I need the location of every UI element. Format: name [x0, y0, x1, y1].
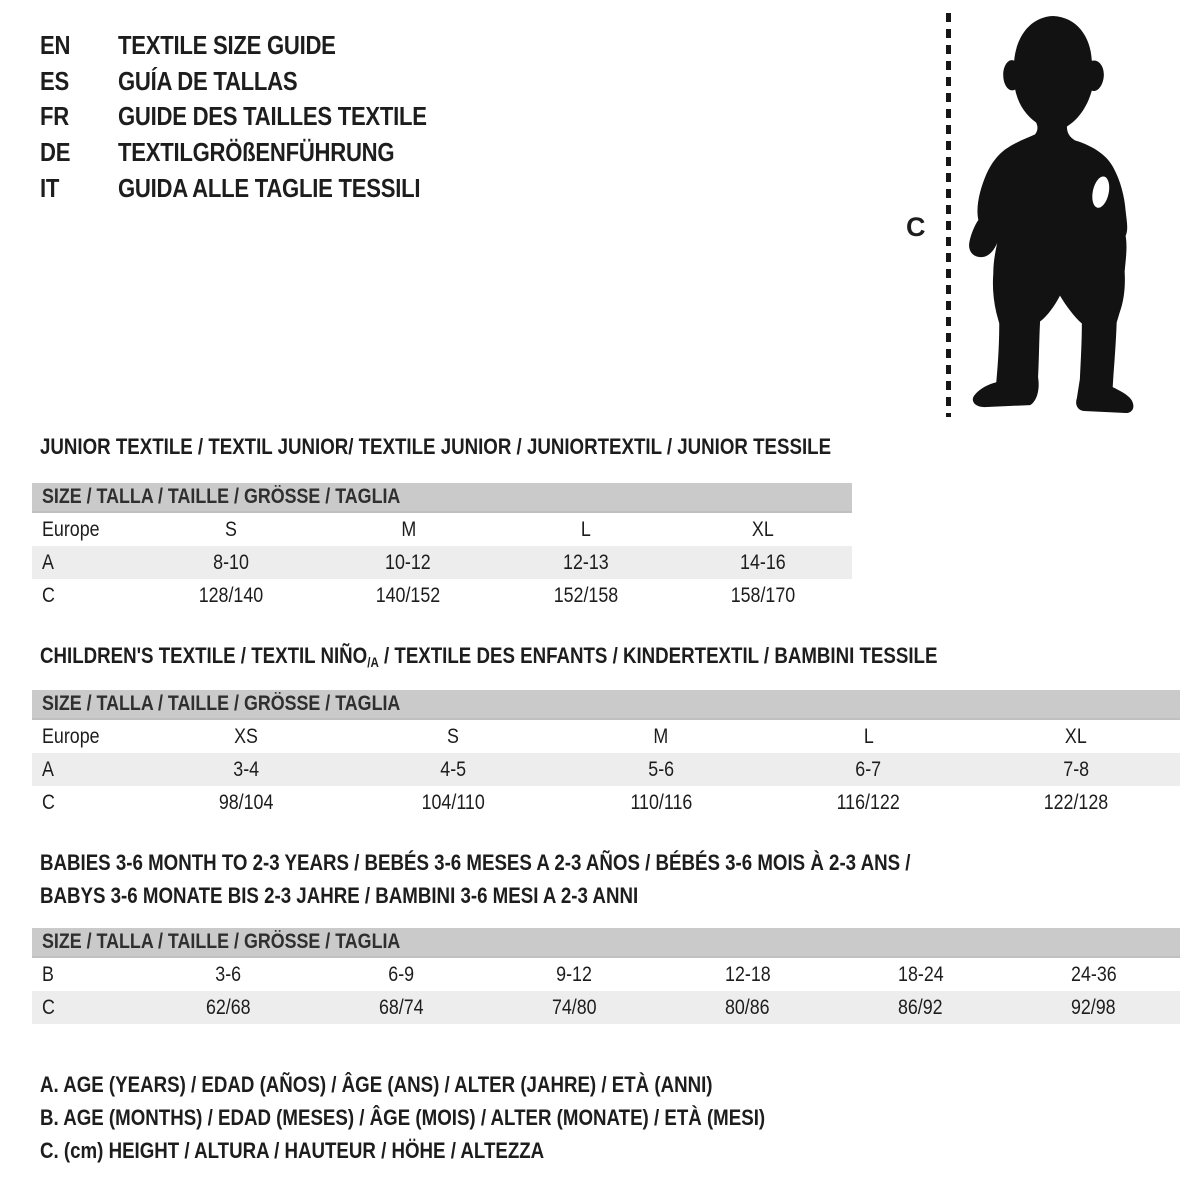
table-cell: 98/104 — [218, 790, 274, 814]
guide-title-fr: GUIDE DES TAILLES TEXTILE — [118, 101, 427, 132]
language-row-it — [40, 170, 481, 206]
row-label: C — [42, 790, 55, 814]
language-row-fr — [40, 99, 481, 135]
table-row-height-cm — [32, 991, 1180, 1024]
children-size-table — [32, 690, 1180, 819]
table-row-age-months — [32, 958, 1180, 991]
legend-line-age-months: B. AGE (MONTHS) / EDAD (MESES) / ÂGE (MOIS) / ALTER (MONATE) / ETÀ (MESI) — [40, 1104, 766, 1130]
language-code: ES — [40, 65, 69, 96]
size-header-row: SIZE / TALLA / TAILLE / GRÖSSE / TAGLIA — [32, 690, 1180, 720]
table-cell: 10-12 — [385, 550, 432, 574]
table-row-height-cm — [32, 786, 1180, 819]
table-cell: 80/86 — [725, 995, 770, 1019]
table-cell: 14-16 — [740, 550, 787, 574]
row-label: Europe — [42, 517, 100, 541]
measure-legend — [40, 1068, 893, 1167]
language-title-block — [40, 28, 481, 206]
guide-title-en: TEXTILE SIZE GUIDE — [118, 30, 336, 61]
height-measure-dashed-line — [946, 13, 951, 417]
height-marker-label: C — [906, 212, 926, 242]
table-cell: M — [400, 517, 416, 541]
language-row-en — [40, 28, 481, 64]
table-cell: 122/128 — [1043, 790, 1109, 814]
table-cell: XL — [752, 517, 775, 541]
table-row-height-cm — [32, 579, 852, 612]
table-cell: 74/80 — [552, 995, 597, 1019]
babies-section-title: BABIES 3-6 MONTH TO 2-3 YEARS / BEBÉS 3-6 MESES A 2-3 AÑOS / BÉBÉS 3-6 MOIS À 2-3 ANS / BABYS 3-6 MONATE BIS 2-3 JAHRE / BAMBINI 3-6 MESI A 2-3 ANNI — [40, 850, 911, 908]
table-cell: 104/110 — [421, 790, 485, 814]
row-label: Europe — [42, 724, 100, 748]
table-cell: 92/98 — [1071, 995, 1116, 1019]
table-row-europe — [32, 720, 1180, 753]
guide-title-es: GUÍA DE TALLAS — [118, 65, 298, 96]
size-header-row: SIZE / TALLA / TAILLE / GRÖSSE / TAGLIA — [32, 483, 852, 513]
row-label: C — [42, 583, 55, 607]
table-cell: L — [863, 724, 874, 748]
babies-size-table — [32, 928, 1180, 1024]
guide-title-it: GUIDA ALLE TAGLIE TESSILI — [118, 172, 421, 203]
table-cell: XL — [1065, 724, 1088, 748]
language-code: FR — [40, 101, 69, 132]
legend-line-age-years: A. AGE (YEARS) / EDAD (AÑOS) / ÂGE (ANS) / ALTER (JAHRE) / ETÀ (ANNI) — [40, 1071, 713, 1097]
table-cell: 12-13 — [562, 550, 609, 574]
junior-section-title: JUNIOR TEXTILE / TEXTIL JUNIOR/ TEXTILE JUNIOR / JUNIORTEXTIL / JUNIOR TESSILE — [40, 434, 832, 459]
language-code: DE — [40, 137, 71, 168]
table-cell: 3-6 — [215, 962, 242, 986]
table-cell: 110/116 — [630, 790, 692, 814]
table-cell: S — [224, 517, 237, 541]
table-cell: 152/158 — [553, 583, 619, 607]
table-cell: 68/74 — [379, 995, 424, 1019]
table-cell: 140/152 — [375, 583, 441, 607]
table-row-age-years — [32, 753, 1180, 786]
table-cell: 62/68 — [206, 995, 251, 1019]
table-cell: 8-10 — [212, 550, 249, 574]
table-cell: 158/170 — [730, 583, 796, 607]
table-row-age-years — [32, 546, 852, 579]
row-label: B — [42, 962, 54, 986]
table-cell: 3-4 — [232, 757, 259, 781]
table-cell: 6-9 — [388, 962, 415, 986]
language-code: IT — [40, 172, 60, 203]
table-cell: XS — [233, 724, 258, 748]
table-cell: M — [653, 724, 669, 748]
legend-line-height-cm: C. (cm) HEIGHT / ALTURA / HAUTEUR / HÖHE / ALTEZZA — [40, 1137, 545, 1163]
language-code: EN — [40, 30, 71, 61]
row-label: C — [42, 995, 55, 1019]
table-cell: S — [447, 724, 460, 748]
table-cell: 9-12 — [556, 962, 593, 986]
row-label: A — [42, 550, 54, 574]
table-cell: L — [580, 517, 591, 541]
table-cell: 5-6 — [648, 757, 674, 781]
toddler-silhouette-icon — [956, 13, 1146, 421]
junior-size-table — [32, 483, 852, 612]
table-cell: 4-5 — [440, 757, 467, 781]
table-cell: 18-24 — [897, 962, 944, 986]
language-row-es — [40, 64, 481, 100]
table-cell: 12-18 — [724, 962, 771, 986]
table-cell: 7-8 — [1063, 757, 1090, 781]
children-section-title: CHILDREN'S TEXTILE / TEXTIL NIÑO/A / TEXTILE DES ENFANTS / KINDERTEXTIL / BAMBINI TESSILE — [40, 643, 938, 670]
nino-a-subscript: /A — [367, 655, 379, 670]
table-cell: 128/140 — [198, 583, 264, 607]
table-cell: 86/92 — [898, 995, 943, 1019]
row-label: A — [42, 757, 54, 781]
table-cell: 6-7 — [855, 757, 882, 781]
table-row-europe — [32, 513, 852, 546]
language-row-de — [40, 135, 481, 171]
size-header-row: SIZE / TALLA / TAILLE / GRÖSSE / TAGLIA — [32, 928, 1180, 958]
guide-title-de: TEXTILGRÖßENFÜHRUNG — [118, 137, 395, 168]
table-cell: 116/122 — [836, 790, 901, 814]
table-cell: 24-36 — [1070, 962, 1117, 986]
